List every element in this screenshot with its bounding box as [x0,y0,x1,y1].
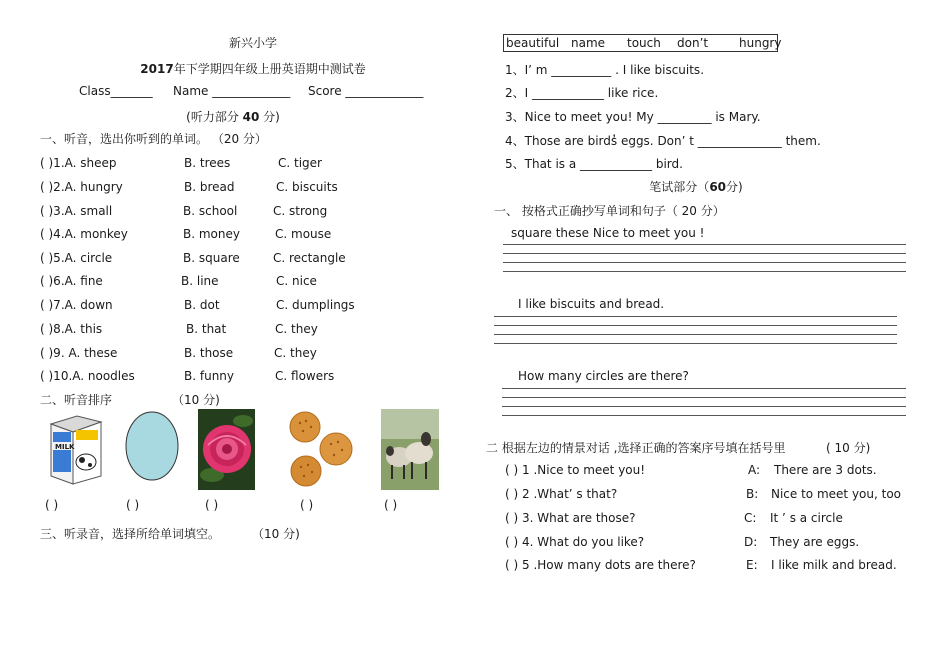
word-bank-word: touch [627,36,661,50]
exam-title-year: 2017 [140,62,174,76]
match-answer-letter: A: [748,463,761,477]
rose-flower-icon [198,409,255,490]
written-part-points: 60 [709,180,727,194]
match-question[interactable]: ( ) 1 .Nice to meet you! [505,463,646,477]
order-answer-blank[interactable]: ( ) [384,498,398,512]
rose-picture [198,409,255,490]
match-question[interactable]: ( ) 2 .What’ s that? [505,487,618,501]
choice-item-number[interactable]: ( )9. A. these [40,346,118,360]
choice-item-number[interactable]: ( )10.A. noodles [40,369,135,383]
exam-title [140,60,365,77]
choice-item-b[interactable]: B. money [183,227,240,241]
match-answer-text: It ’ s a circle [770,511,843,525]
writing-line [494,316,897,317]
oval-shape-icon [124,410,180,482]
choice-item-c[interactable]: C. they [274,346,317,360]
order-answer-blank[interactable]: ( ) [45,498,59,512]
writing-line [494,343,897,344]
choice-item-c[interactable]: C. dumplings [276,298,355,312]
writing-line [503,271,906,272]
choice-item-number[interactable]: ( )6.A. fine [40,274,103,288]
word-bank-word: beautiful [506,36,560,50]
order-answer-blank[interactable]: ( ) [126,498,140,512]
writing-line [502,406,906,407]
match-question[interactable]: ( ) 3. What are those? [505,511,636,525]
choice-item-b[interactable]: B. trees [184,156,231,170]
choice-item-c[interactable]: C. they [275,322,318,336]
writing-line [503,253,906,254]
writing-line [503,262,906,263]
match-section-points: ( 10 分) [826,441,871,455]
listening-part-prefix: (听力部分 [186,110,239,124]
written-part-prefix: 笔试部分（ [649,180,710,194]
choice-item-b[interactable]: B. that [186,322,227,336]
writing-line [494,325,897,326]
choice-item-b[interactable]: B. funny [184,369,235,383]
choice-item-number[interactable]: ( )2.A. hungry [40,180,123,194]
milk-carton-label: MILK [55,443,75,451]
sheep-picture [381,409,439,490]
school-name: 新兴小学 [228,36,278,50]
score-field[interactable]: Score _____________ [308,84,424,98]
writing-line [503,244,906,245]
choice-item-number[interactable]: ( )8.A. this [40,322,103,336]
match-answer-letter: C: [744,511,757,525]
choice-item-number[interactable]: ( )4.A. monkey [40,227,128,241]
fill-blank-item[interactable]: 5、That is a ____________ bird. [505,157,683,171]
section2-heading: 二、听音排序 [40,393,113,407]
choice-item-c[interactable]: C. strong [273,204,328,218]
name-field[interactable]: Name _____________ [173,84,291,98]
choice-item-number[interactable]: ( )7.A. down [40,298,113,312]
match-question[interactable]: ( ) 4. What do you like? [505,535,645,549]
match-answer-letter: E: [746,558,758,572]
choice-item-b[interactable]: B. dot [184,298,220,312]
match-answer-letter: B: [746,487,759,501]
choice-item-number[interactable]: ( )1.A. sheep [40,156,117,170]
fill-blank-item[interactable]: 1、I’ m __________ . I like biscuits. [505,63,705,77]
word-bank-word: name [571,36,606,50]
match-answer-text: There are 3 dots. [774,463,877,477]
biscuits-icon [289,409,353,489]
order-answer-blank[interactable]: ( ) [300,498,314,512]
choice-item-c[interactable]: C. rectangle [273,251,346,265]
oval-picture [124,410,180,482]
section1-heading: 一、听音，选出你听到的单词。 （20 分） [40,132,267,146]
copy-section-heading: 一、 按格式正确抄写单词和句子（ 20 分） [494,204,725,218]
listening-part-label [186,108,280,125]
section3-heading: 三、听录音，选择所给单词填空。 [40,527,221,541]
exam-title-text: 年下学期四年级上册英语期中测试卷 [173,62,366,76]
choice-item-number[interactable]: ( )3.A. small [40,204,113,218]
writing-line [502,388,906,389]
word-bank-word: hungry [739,36,782,50]
listening-part-points: 40 [242,110,260,124]
order-answer-blank[interactable]: ( ) [205,498,219,512]
fill-blank-item[interactable]: 4、Those are birds̓ eggs. Don’ t ______________ them. [505,134,821,148]
copy-model-text: square these Nice to meet you ! [511,226,705,240]
writing-line [494,334,897,335]
writing-line [502,415,906,416]
choice-item-c[interactable]: C. biscuits [276,180,338,194]
copy-model-text: How many circles are there? [518,369,689,383]
choice-item-b[interactable]: B. school [183,204,238,218]
word-bank-word: don’t [677,36,709,50]
match-answer-text: Nice to meet you, too [771,487,902,501]
choice-item-c[interactable]: C. nice [276,274,317,288]
choice-item-number[interactable]: ( )5.A. circle [40,251,113,265]
fill-blank-item[interactable]: 3、Nice to meet you! My _________ is Mary. [505,110,761,124]
written-part-label [649,178,742,195]
milk-carton-picture [43,410,105,486]
written-part-suffix: 分) [726,180,743,194]
choice-item-b[interactable]: B. bread [184,180,235,194]
biscuits-picture [289,409,353,489]
choice-item-b[interactable]: B. line [181,274,219,288]
match-answer-text: They are eggs. [770,535,860,549]
match-question[interactable]: ( ) 5 .How many dots are there? [505,558,696,572]
choice-item-c[interactable]: C. tiger [278,156,322,170]
choice-item-c[interactable]: C. flowers [275,369,335,383]
match-section-heading: 二 根据左边的情景对话 ,选择正确的答案序号填在括号里 [486,441,786,455]
choice-item-b[interactable]: B. square [183,251,240,265]
match-answer-text: I like milk and bread. [771,558,897,572]
choice-item-b[interactable]: B. those [184,346,234,360]
sheep-icon [381,409,439,490]
section2-points: （10 分) [172,393,220,407]
fill-blank-item[interactable]: 2、I ____________ like rice. [505,86,659,100]
copy-model-text: I like biscuits and bread. [518,297,665,311]
listening-part-suffix: 分) [263,110,280,124]
section3-points: （10 分) [252,527,300,541]
writing-line [502,397,906,398]
choice-item-c[interactable]: C. mouse [275,227,332,241]
class-field[interactable]: Class_______ [79,84,153,98]
match-answer-letter: D: [744,535,758,549]
